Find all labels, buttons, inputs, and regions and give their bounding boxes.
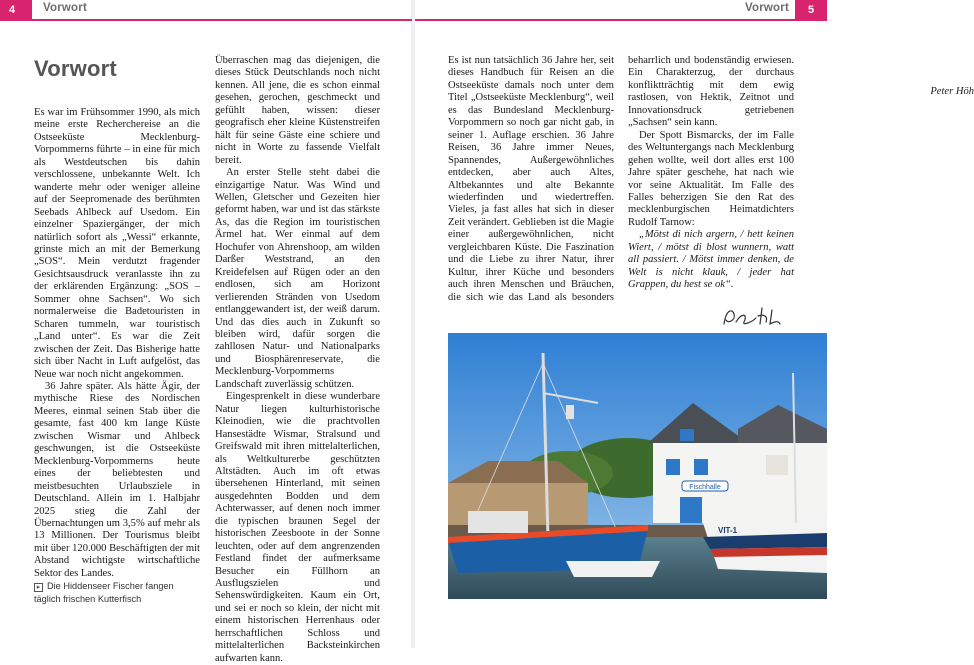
- photo-reference-icon: ▸: [34, 583, 43, 592]
- paragraph-nature: An erster Stelle steht dabei die einzigartige Natur. Was Wind und Wellen, Gletscher und Gezeiten hier geformt haben, war und ist das stärkste As, das die Region im touristischen Ärmel hat. Wer einmal auf dem Hochufer von Ahrenshoop, am wilden Darßer Weststrand, an den Kreidefelsen auf Rügen oder an den endlosen, sich am Horizont verlierenden Stränden von Usedom entlanggewandert ist, der weiß darum. Und das dies auch in Zukunft so bleiben wird, dafür sorgen die zahllosen Natur- und Nationalparks und Biosphärenreservate, die Mecklenburg-Vorpommerns Landschaft zuverlässig schützen.: [215, 167, 380, 390]
- running-header-left: Vorwort: [43, 2, 87, 14]
- paragraph-bismarck: Der Spott Bismarcks, der im Falle des Weltuntergangs nach Mecklenburg gehen wollte, weil dort alles erst 100 Jahre später geschehe, hat nach wie vor seine Aktualität. Im Falle des Falles beherzigen Sie den Rat des mecklenburgischen Heimatdichters Rudolf Tarnow:: [628, 129, 794, 228]
- page-number-right: 5: [795, 0, 827, 21]
- paragraph-handbook: Es ist nun tatsächlich 36 Jahre her, seit dieses Handbuch für Reisen an die Ostseeküste damals noch unter dem Titel „Ostseeküste Mecklenburg“, weil es das Bundesland Mecklenburg-Vorpommern so noch gar nicht gab, in seiner 1. Auflage erschien. 36 Jahre Reisen, 36 Jahre immer Neues, Spannendes, Außergewöhnliches entdecken, aber auch Altes, Altbekanntes und alte Bekannte wiederfinden und wiedertreffen. Vieles, ja fast alles hat sich in dieser Zeit verändert. Geblieben ist die Magie einer außergewöhnlichen, nicht vergleichbaren Küste. Die Faszination und die Liebe zu ihrer Natur, ihrer Kultur, ihrer Küche und besonders auch ihren Menschen und Bräuchen, die sich wie das Land als besonders beharrlich und bodenständig erwiesen. Ein Charakterzug, der durchaus konfliktträchtig mit dem ewig rastlosen, von Hektik, Zeitnot und Innovationsdruck getriebenen „Sachsen“ sein kann.: [448, 55, 794, 303]
- caption-text: Die Hiddenseer Fischer fangen täglich frischen Kutterfisch: [34, 581, 174, 604]
- photo-caption: [34, 580, 194, 605]
- left-page: [0, 0, 412, 664]
- paragraph-36-years: 36 Jahre später. Als hätte Ägir, der mythische Riese des Nordischen Meeres, einmal seinen Stab über die gesamte, fast 400 km lange Küste zwischen Wismar und Ahlbeck geschwungen, ist die Ostseeküste Mecklenburg-Vorpommerns heute eines der beliebtesten und meistbesuchten Urlaubsziele in Deutschland. Allein im 1. Halbjahr 2025 stieg die Zahl der Übernachtungen um 3,5% auf mehr als 13 Millionen. Der Tourismus bleibt mit über 120.000 Beschäftigten der mit Abstand wichtigste wirtschaftliche Sektor des Landes.: [34, 380, 200, 579]
- header-rule-right: [415, 19, 795, 21]
- page-number-left: 4: [0, 0, 32, 21]
- author-name: Peter Höh: [930, 85, 974, 97]
- harbor-photo: [448, 333, 827, 599]
- right-page: [415, 0, 974, 648]
- tarnow-quote: „Mötst di nich argern, / hett keinen Wiert, / mötst di blost wunnern, watt all passiert. / Mötst immer denken, de Welt is nicht klauk, / jeder hat Grappen, du hest se ok“.: [628, 229, 794, 291]
- left-column-2: [215, 55, 380, 665]
- hull-number: VIT-1: [718, 526, 738, 535]
- paragraph-surprise: Überraschen mag das diejenigen, die dieses Stück Deutschlands noch nicht kennen. All jene, die es schon einmal gesehen, gerochen, geschmeckt und gefühlt haben, wissen: dieser geografisch eher kleine Küstenstreifen hält für seine Gäste eine schiere und nicht in Worte zu fassende Vielfalt bereit.: [215, 55, 380, 166]
- running-header-right: Vorwort: [745, 2, 789, 14]
- paragraph-intro: Es war im Frühsommer 1990, als mich meine erste Recherchereise an die Ostseeküste Mecklenburg-Vorpommerns führte – in eine für mich als Westdeutschen bis dahin verschlossene, unbekannte Welt. Ich wanderte mehr oder weniger alleine auf der Seepromenade des berühmten Seebads Ahlbeck auf Usedom. Ein einzelner Spaziergänger, der mich natürlich sofort als „Wessi“ erkannte, grinste mich an mit der Bemerkung „SOS“. Mein verdutzt fragender Gesichtsausdruck veranlasste ihn zu der erklärenden Ergänzung: „SOS – Sommer ohne Sachsen“. Wo sich normalerweise die Badetouristen in Scharen tummeln, war touristisch „Land unter“. Es war die Zeit zwischen der Zeit. Das Bisherige hatte sich über Nacht in Luft aufgelöst, das Neue war noch nicht angekommen.: [34, 107, 200, 380]
- header-rule-left: [32, 19, 412, 21]
- fischhalle-sign: Fischhalle: [689, 484, 721, 491]
- left-column-1: [34, 107, 200, 580]
- paragraph-culture: Eingesprenkelt in diese wunderbare Natur liegen kulturhistorische Kleinodien, wie die prachtvollen Hansestädte Wismar, Stralsund und Greifswald mit ihren mittelalterlichen, als Weltkulturerbe geschützten Altstädten. Auch im oft etwas übersehenen Hinterland, mit seinen ausgedehnten Bodden und dem Achterwasser, auf denen noch immer die typischen braunen Segel der historischen Zeesboote in der Sonne leuchten, oder auf dem angrenzenden Festland findet der aufmerksame Besucher ein Füllhorn an Ausflugszielen und Sehenswürdigkeiten. Kaum ein Ort, und sei er noch so klein, der nicht mit einem historischen Herrenhaus oder herrschaftlichen Schloss und mittelalterlichen Backsteinkirchen aufwarten kann.: [215, 391, 380, 664]
- right-columns: [448, 55, 974, 313]
- chapter-title: Vorwort: [34, 56, 117, 81]
